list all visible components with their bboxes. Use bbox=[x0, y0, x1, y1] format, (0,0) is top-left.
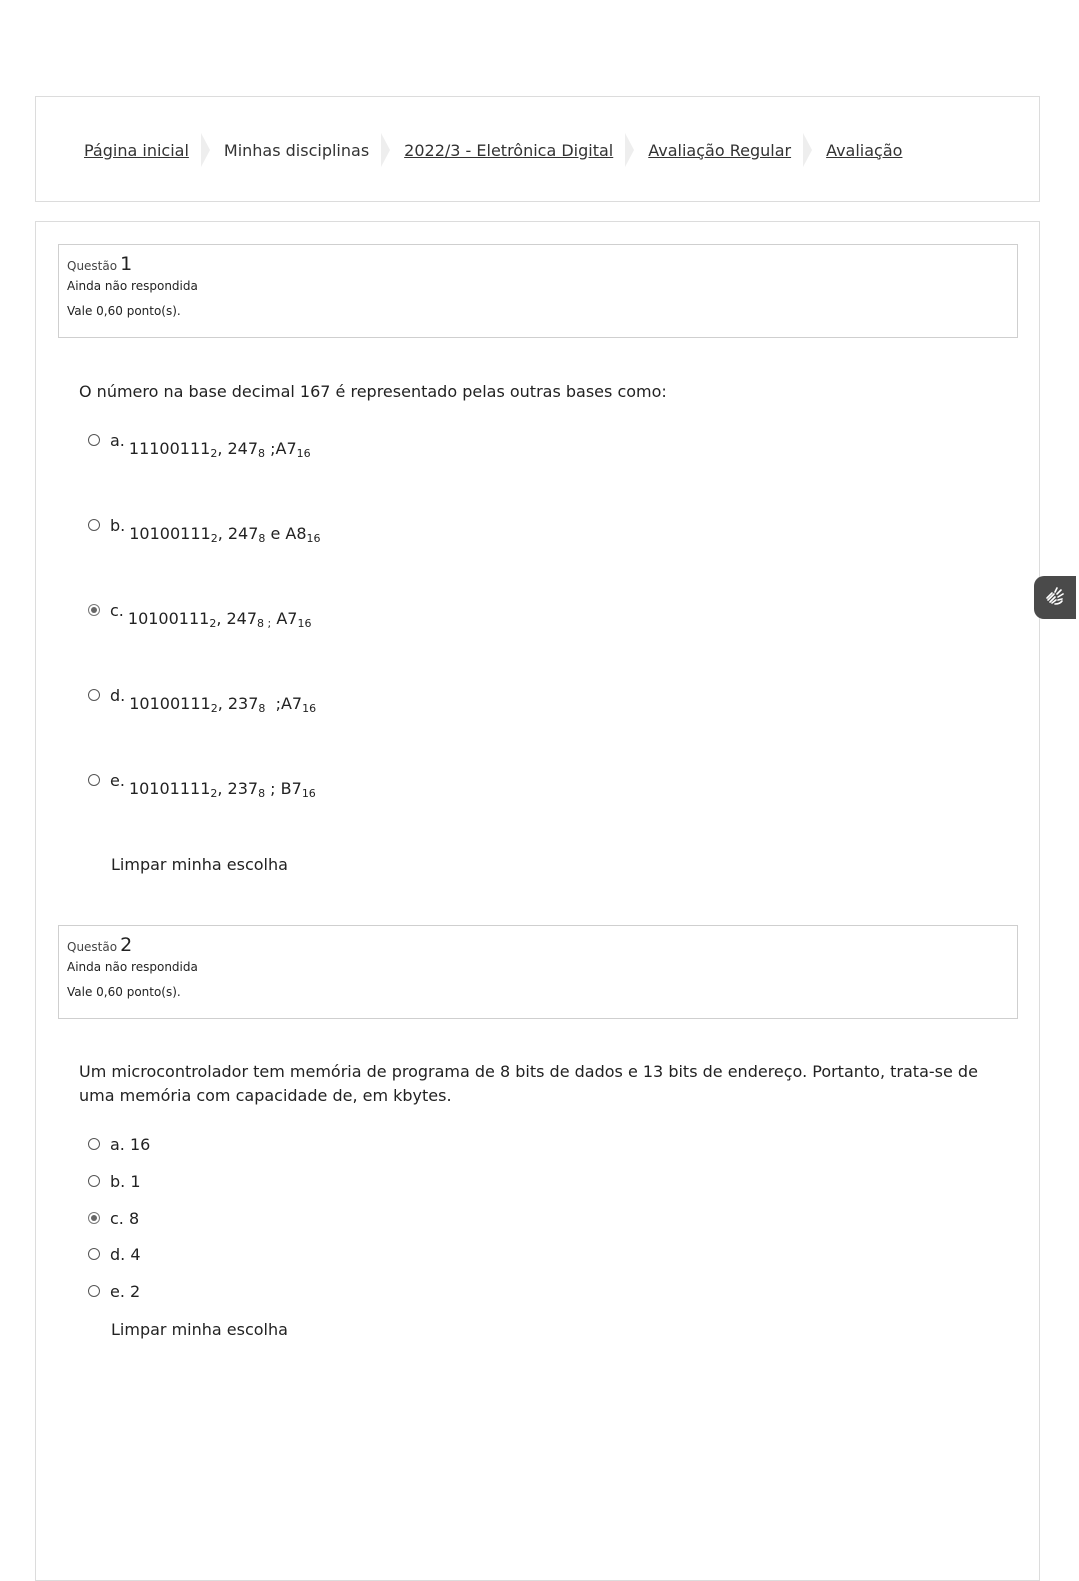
question-1-info bbox=[58, 244, 1018, 338]
option-answer: $10100111_2$, $247_{8 ;}$ $A7_{16}$ bbox=[127, 609, 312, 630]
option-letter: a. bbox=[110, 431, 125, 450]
breadcrumb-container bbox=[35, 96, 1040, 202]
q1-radio-c[interactable] bbox=[88, 604, 100, 616]
q2-radio-b[interactable] bbox=[88, 1175, 100, 1187]
breadcrumb-my-courses: Minhas disciplinas bbox=[223, 140, 370, 160]
breadcrumb-separator bbox=[803, 133, 812, 167]
q1-option-b[interactable] bbox=[88, 516, 321, 545]
option-letter: e. bbox=[110, 771, 125, 790]
accessibility-button[interactable] bbox=[1034, 576, 1076, 619]
question-2-number bbox=[67, 934, 1009, 956]
q1-radio-b[interactable] bbox=[88, 519, 100, 531]
q2-option-d[interactable] bbox=[88, 1245, 141, 1264]
option-label: e. 2 bbox=[110, 1282, 141, 1301]
breadcrumb-separator bbox=[201, 133, 210, 167]
q1-radio-a[interactable] bbox=[88, 434, 100, 446]
option-letter: d. bbox=[110, 686, 126, 705]
option-letter: b. bbox=[110, 516, 126, 535]
breadcrumb-separator bbox=[625, 133, 634, 167]
question-1-grade: Vale 0,60 ponto(s). bbox=[67, 304, 181, 318]
breadcrumb-regular-assessment[interactable]: Avaliação Regular bbox=[648, 140, 792, 160]
breadcrumb-home[interactable]: Página inicial bbox=[84, 140, 189, 160]
breadcrumb-course[interactable]: 2022/3 - Eletrônica Digital bbox=[404, 140, 614, 160]
q1-radio-e[interactable] bbox=[88, 774, 100, 786]
q1-option-a[interactable] bbox=[88, 431, 311, 460]
q2-radio-e[interactable] bbox=[88, 1285, 100, 1297]
sign-language-hands-icon bbox=[1043, 584, 1067, 612]
option-answer: $11100111_2$, $247_8$ $;A7_{16}$ bbox=[128, 439, 311, 460]
q1-option-d[interactable] bbox=[88, 686, 316, 715]
question-number-value: 2 bbox=[120, 934, 133, 956]
breadcrumb bbox=[84, 133, 902, 167]
option-answer: $10100111_2$, $247_8$ e $A8_{16}$ bbox=[129, 524, 321, 545]
q2-radio-a[interactable] bbox=[88, 1138, 100, 1150]
option-letter: c. bbox=[110, 601, 124, 620]
question-2-grade: Vale 0,60 ponto(s). bbox=[67, 985, 181, 999]
question-2-status: Ainda não respondida bbox=[67, 960, 198, 974]
question-1-number bbox=[67, 253, 1009, 275]
q1-option-c[interactable] bbox=[88, 601, 311, 630]
option-label: c. 8 bbox=[110, 1209, 140, 1228]
q1-option-e[interactable] bbox=[88, 771, 316, 800]
option-answer: $10101111_2$, $237_8$ ; $B7_{16}$ bbox=[128, 779, 316, 800]
q2-option-b[interactable] bbox=[88, 1172, 141, 1191]
question-2-info bbox=[58, 925, 1018, 1019]
question-2-text: Um microcontrolador tem memória de programa de 8 bits de dados e 13 bits de endereço. Portanto, trata-se de uma memória com capacidade de, em kbytes. bbox=[79, 1062, 978, 1105]
option-label: a. 16 bbox=[110, 1135, 151, 1154]
breadcrumb-separator bbox=[381, 133, 390, 167]
q2-option-a[interactable] bbox=[88, 1135, 150, 1154]
question-number-value: 1 bbox=[120, 253, 133, 275]
option-label: b. 1 bbox=[110, 1172, 141, 1191]
q1-clear-choice-link[interactable]: Limpar minha escolha bbox=[111, 855, 288, 874]
breadcrumb-assessment[interactable]: Avaliação bbox=[826, 140, 903, 160]
q2-radio-c[interactable] bbox=[88, 1212, 100, 1224]
q2-option-c[interactable] bbox=[88, 1209, 139, 1228]
quiz-content bbox=[35, 221, 1040, 1581]
q2-option-e[interactable] bbox=[88, 1282, 140, 1301]
question-label: Questão bbox=[67, 259, 118, 273]
option-label: d. 4 bbox=[110, 1245, 141, 1264]
question-label: Questão bbox=[67, 940, 118, 954]
q2-clear-choice-link[interactable]: Limpar minha escolha bbox=[111, 1320, 288, 1339]
q1-radio-d[interactable] bbox=[88, 689, 100, 701]
question-1-text: O número na base decimal 167 é representado pelas outras bases como: bbox=[79, 382, 667, 401]
question-1-status: Ainda não respondida bbox=[67, 279, 198, 293]
option-answer: $10100111_2$, $237_8$ $;A7_{16}$ bbox=[129, 694, 317, 715]
q2-radio-d[interactable] bbox=[88, 1248, 100, 1260]
